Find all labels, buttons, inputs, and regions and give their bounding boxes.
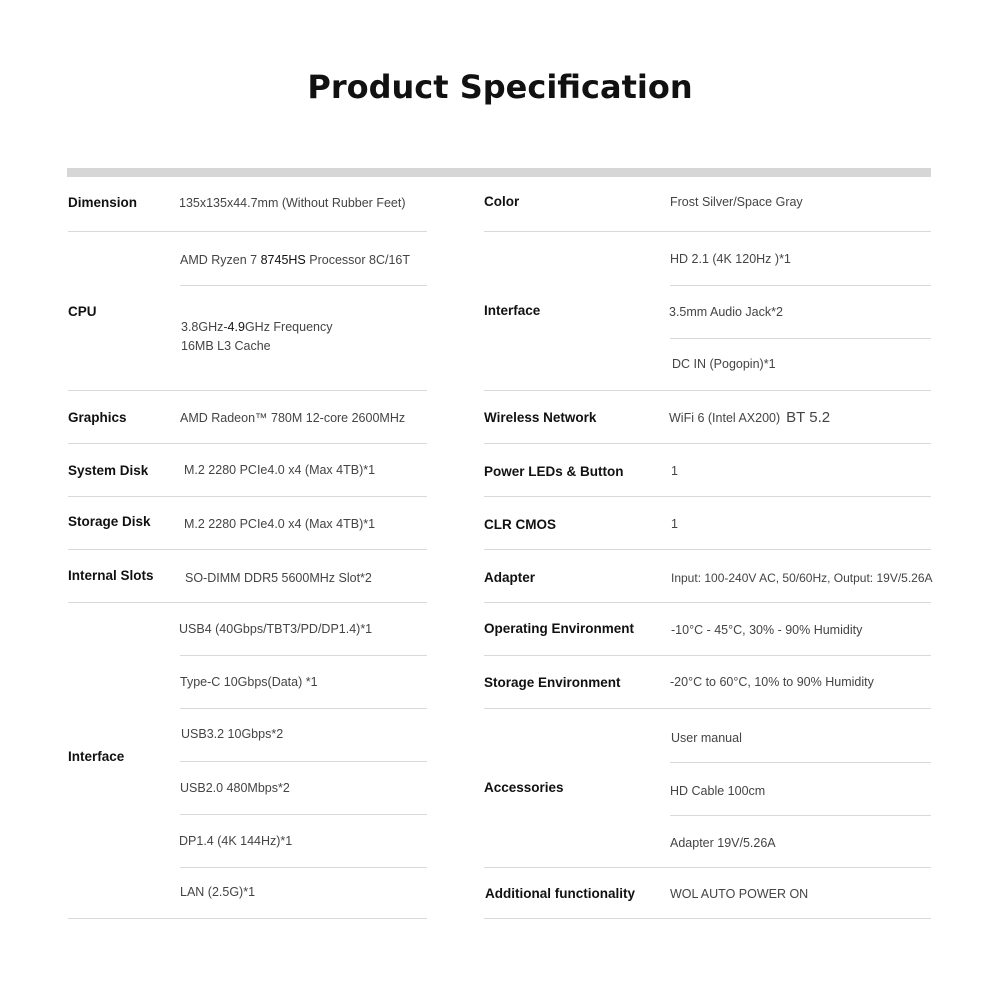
left-interface-item: USB4 (40Gbps/TBT3/PD/DP1.4)*1 [179, 622, 373, 636]
row-divider [68, 549, 427, 550]
sub-row-divider [670, 285, 931, 286]
row-divider [484, 231, 931, 232]
sub-row-divider [180, 655, 427, 656]
dimension-value: 135x135x44.7mm (Without Rubber Feet) [179, 196, 406, 210]
sub-row-divider [180, 814, 427, 815]
right-interface-item: DC IN (Pogopin)*1 [672, 357, 776, 371]
row-divider [484, 443, 931, 444]
operating-environment-value: -10°C - 45°C, 30% - 90% Humidity [671, 623, 863, 637]
accessories-label: Accessories [484, 780, 564, 795]
row-divider [484, 602, 931, 603]
storage-environment-value: -20°C to 60°C, 10% to 90% Humidity [670, 675, 874, 689]
row-divider [68, 443, 427, 444]
graphics-value: AMD Radeon™ 780M 12-core 2600MHz [180, 411, 406, 425]
cpu-processor-value [180, 251, 410, 270]
cpu-frequency-suffix: GHz Frequency [244, 320, 333, 334]
cpu-cache-value: 16MB L3 Cache [181, 339, 271, 353]
table-bottom-divider [484, 918, 931, 919]
cpu-frequency-value [181, 318, 332, 337]
power-leds-button-label: Power LEDs & Button [484, 464, 624, 479]
cpu-processor-suffix: Processor 8C/16T [305, 253, 410, 267]
cpu-processor-prefix: AMD Ryzen 7 [180, 253, 261, 267]
sub-row-divider [670, 762, 931, 763]
additional-functionality-label: Additional functionality [485, 886, 635, 901]
row-divider [68, 390, 427, 391]
storage-disk-value: M.2 2280 PCIe4.0 x4 (Max 4TB)*1 [184, 517, 376, 531]
system-disk-label: System Disk [68, 463, 149, 478]
sub-row-divider [670, 815, 931, 816]
left-interface-item: LAN (2.5G)*1 [180, 885, 256, 899]
row-divider [68, 231, 427, 232]
sub-row-divider [180, 761, 427, 762]
left-interface-item: USB2.0 480Mbps*2 [180, 781, 290, 795]
header-divider-bar [67, 168, 931, 177]
row-divider [484, 549, 931, 550]
adapter-value: Input: 100-240V AC, 50/60Hz, Output: 19V/5.26A [671, 571, 933, 585]
operating-environment-label: Operating Environment [484, 621, 635, 636]
right-interface-label: Interface [484, 303, 541, 318]
page-title: Product Specification [307, 68, 693, 106]
row-divider [484, 867, 931, 868]
dimension-label: Dimension [68, 195, 138, 210]
internal-slots-label: Internal Slots [68, 568, 154, 583]
adapter-label: Adapter [484, 570, 536, 585]
color-value: Frost Silver/Space Gray [670, 195, 803, 209]
right-interface-item: HD 2.1 (4K 120Hz )*1 [670, 252, 791, 266]
system-disk-value: M.2 2280 PCIe4.0 x4 (Max 4TB)*1 [184, 463, 376, 477]
additional-functionality-value: WOL AUTO POWER ON [670, 887, 809, 901]
row-divider [484, 708, 931, 709]
right-interface-item: 3.5mm Audio Jack*2 [669, 305, 783, 319]
wireless-network-value [669, 408, 830, 428]
sub-row-divider [180, 867, 427, 868]
row-divider [68, 602, 427, 603]
left-interface-item: Type-C 10Gbps(Data) *1 [180, 675, 318, 689]
left-interface-label: Interface [68, 749, 125, 764]
cpu-processor-model: 8745HS [260, 253, 306, 267]
wifi-value: WiFi 6 (Intel AX200) [669, 411, 781, 425]
row-divider [68, 496, 427, 497]
power-leds-button-value: 1 [671, 464, 678, 478]
left-interface-item: USB3.2 10Gbps*2 [181, 727, 284, 741]
storage-environment-label: Storage Environment [484, 675, 621, 690]
sub-row-divider [180, 285, 427, 286]
clr-cmos-value: 1 [671, 517, 678, 531]
cpu-frequency-max: 4.9 [227, 320, 245, 334]
left-interface-item: DP1.4 (4K 144Hz)*1 [179, 834, 293, 848]
color-label: Color [484, 194, 520, 209]
storage-disk-label: Storage Disk [68, 514, 151, 529]
cpu-frequency-prefix: 3.8GHz- [181, 320, 228, 334]
cpu-label: CPU [68, 304, 97, 319]
sub-row-divider [180, 708, 427, 709]
row-divider [484, 496, 931, 497]
clr-cmos-label: CLR CMOS [484, 517, 556, 532]
accessory-item: HD Cable 100cm [670, 784, 766, 798]
row-divider [484, 655, 931, 656]
table-bottom-divider [68, 918, 427, 919]
accessory-item: User manual [671, 731, 742, 745]
internal-slots-value: SO-DIMM DDR5 5600MHz Slot*2 [185, 571, 372, 585]
graphics-label: Graphics [68, 410, 127, 425]
wireless-network-label: Wireless Network [484, 410, 597, 425]
accessory-item: Adapter 19V/5.26A [670, 836, 776, 850]
bluetooth-value: BT 5.2 [786, 409, 831, 426]
row-divider [484, 390, 931, 391]
sub-row-divider [670, 338, 931, 339]
